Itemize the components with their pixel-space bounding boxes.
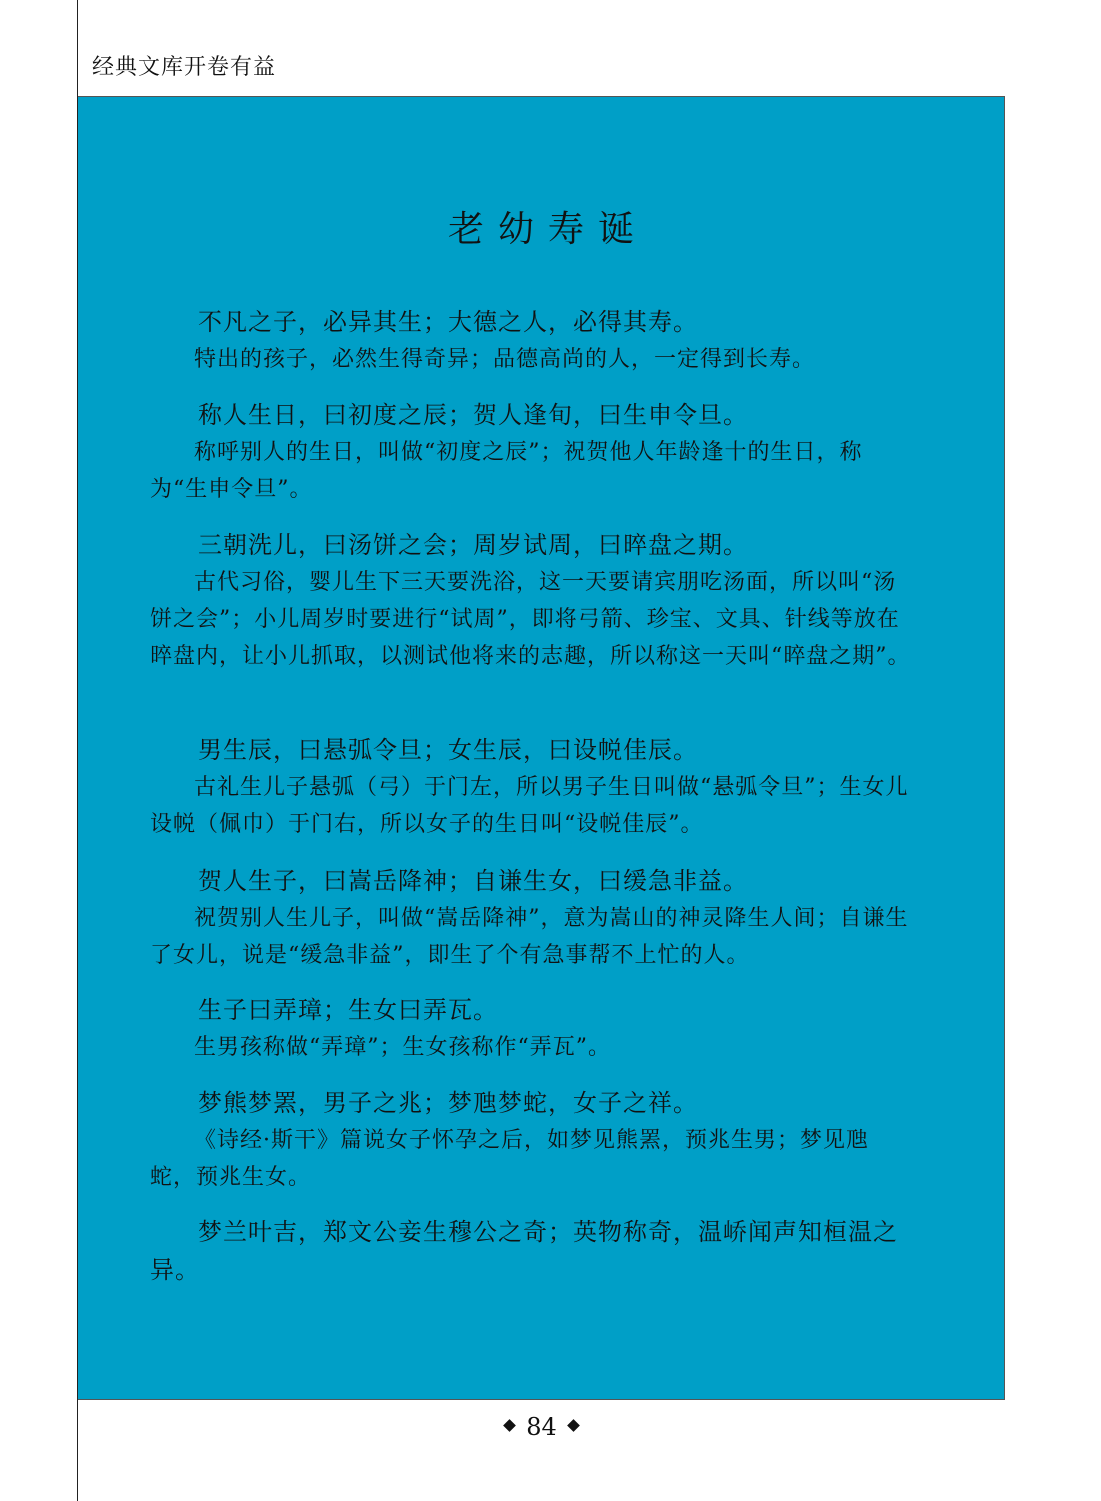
- entry-8: [150, 1213, 912, 1289]
- entry-gloss: 特出的孩子，必然生得奇异；品德高尚的人，一定得到长寿。: [194, 347, 816, 372]
- page-number: 84: [526, 1413, 557, 1441]
- entry-verse: 贺人生子，曰嵩岳降神；自谦生女，曰缓急非益。: [198, 867, 748, 895]
- entry-4: [150, 731, 912, 843]
- page-title: 老幼寿诞: [447, 209, 648, 250]
- entry-3: [150, 526, 912, 675]
- entry-gloss: 生男孩称做“弄璋”；生女孩称作“弄瓦”。: [194, 1035, 611, 1060]
- content-panel: [78, 96, 1005, 1400]
- entry-1: [150, 303, 912, 378]
- entry-verse: 梦兰叶吉，郑文公妾生穆公之奇；英物称奇，温峤闻声知桓温之异。: [150, 1218, 898, 1284]
- entry-7: [150, 1084, 912, 1196]
- entry-6: [150, 991, 912, 1066]
- entry-gloss: 《诗经·斯干》篇说女子怀孕之后，如梦见熊罴，预兆生男；梦见虺蛇，预兆生女。: [150, 1128, 869, 1190]
- diamond-icon: [567, 1419, 580, 1432]
- entry-verse: 不凡之子，必异其生；大德之人，必得其寿。: [198, 308, 698, 336]
- page-footer: [78, 1413, 1005, 1441]
- diamond-icon: [503, 1419, 516, 1432]
- entry-verse: 称人生日，曰初度之辰；贺人逢旬，曰生申令旦。: [198, 401, 748, 429]
- entry-gloss: 称呼别人的生日，叫做“初度之辰”；祝贺他人年龄逢十的生日，称为“生申令旦”。: [150, 440, 863, 502]
- entry-verse: 男生辰，曰悬弧令旦；女生辰，曰设帨佳辰。: [198, 736, 698, 764]
- running-head: 经典文库开卷有益: [92, 55, 277, 80]
- entry-gloss: 古礼生儿子悬弧（弓）于门左，所以男子生日叫做“悬弧令旦”；生女儿设帨（佩巾）于门右，所以女子的生日叫“设帨佳辰”。: [150, 775, 909, 837]
- entry-verse: 生子曰弄璋；生女曰弄瓦。: [198, 996, 498, 1024]
- entry-5: [150, 862, 912, 974]
- entry-verse: 三朝洗儿，曰汤饼之会；周岁试周，曰晬盘之期。: [198, 531, 748, 559]
- entry-gloss: 祝贺别人生儿子，叫做“嵩岳降神”，意为嵩山的神灵降生人间；自谦生了女儿，说是“缓急非益”，即生了个有急事帮不上忙的人。: [150, 906, 909, 968]
- entry-verse: 梦熊梦罴，男子之兆；梦虺梦蛇，女子之祥。: [198, 1089, 698, 1117]
- entry-2: [150, 396, 912, 508]
- entry-gloss: 古代习俗，婴儿生下三天要洗浴，这一天要请宾朋吃汤面，所以叫“汤饼之会”；小儿周岁时要进行“试周”，即将弓箭、珍宝、文具、针线等放在晬盘内，让小儿抓取，以测试他将来的志趣，所以称这一天叫“晬盘之期”。: [150, 570, 911, 669]
